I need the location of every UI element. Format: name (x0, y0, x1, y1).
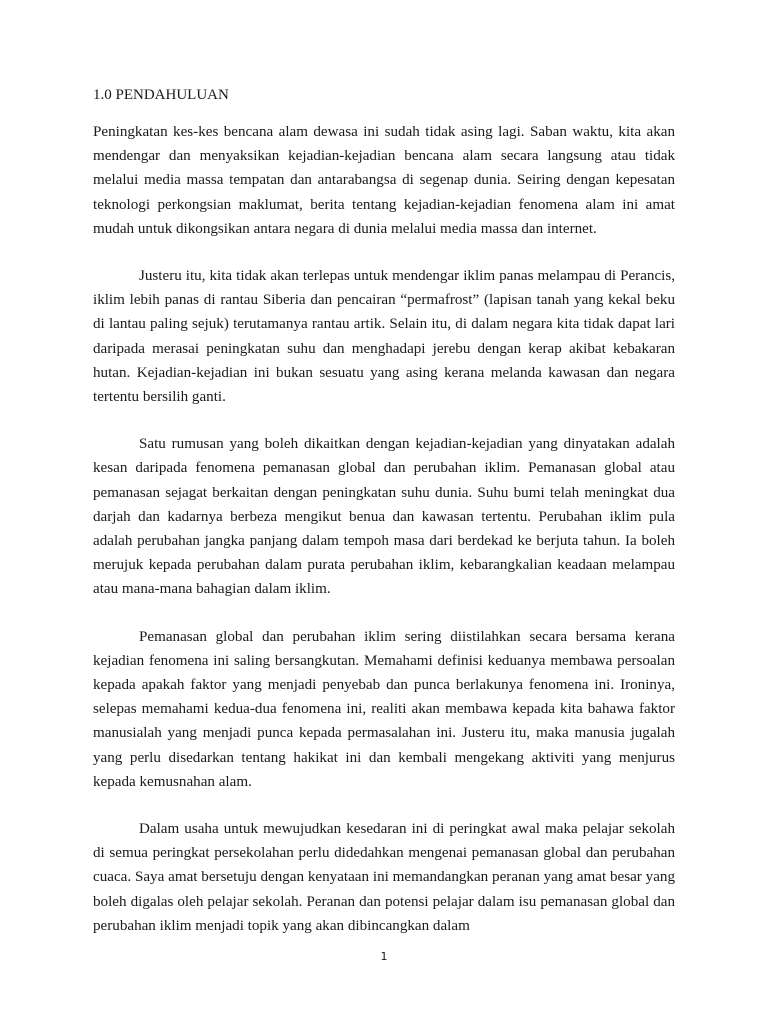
paragraph-2: Justeru itu, kita tidak akan terlepas untuk mendengar iklim panas melampau di Perancis, iklim lebih panas di rantau Siberia dan pencairan “permafrost” (lapisan tanah yang kekal beku di lantau paling sejuk) terutamanya rantau artik. Selain itu, di dalam negara kita tidak dapat lari daripada merasai peningkatan suhu dan menghadapi jerebu dengan kerap akibat kebakaran hutan. Kejadian-kejadian ini bukan sesuatu yang asing kerana melanda kawasan dan negara tertentu bersilih ganti. (93, 268, 675, 406)
body-text (93, 120, 675, 961)
paragraph-4: Pemanasan global dan perubahan iklim sering diistilahkan secara bersama kerana kejadian fenomena ini saling bersangkutan. Memahami definisi keduanya membawa persoalan kepada apakah faktor yang menjadi penyebab dan punca berlakunya fenomena ini. Ironinya, selepas memahami kedua-dua fenomena ini, realiti akan membawa kepada kita bahawa faktor manusialah yang menjadi punca kepada permasalahan ini. Justeru itu, maka manusia jugalah yang perlu disedarkan tentang hakikat ini dan kembali mengekang aktiviti yang menjurus kepada kemusnahan alam. (93, 628, 675, 790)
page-number: 1 (380, 950, 388, 963)
paragraph-1: Peningkatan kes-kes bencana alam dewasa ini sudah tidak asing lagi. Saban waktu, kita akan mendengar dan menyaksikan kejadian-kejadian bencana alam secara langsung atau tidak melalui media massa tempatan dan antarabangsa di segenap dunia. Seiring dengan kepesatan teknologi perkongsian maklumat, berita tentang kejadian-kejadian fenomena alam ini amat mudah untuk dikongsikan antara negara di dunia melalui media massa dan internet. (93, 124, 675, 237)
paragraph-3: Satu rumusan yang boleh dikaitkan dengan kejadian-kejadian yang dinyatakan adalah kesan daripada fenomena pemanasan global dan perubahan iklim. Pemanasan global atau pemanasan sejagat berkaitan dengan peningkatan suhu dunia. Suhu bumi telah meningkat dua darjah dan kadarnya berbeza mengikut benua dan kawasan tertentu. Perubahan iklim pula adalah perubahan jangka panjang dalam tempoh masa dari berdekad ke berjuta tahun. Ia boleh merujuk kepada perubahan dalam purata perubahan iklim, kebarangkalian keadaan melampau atau mana-mana bahagian dalam iklim. (93, 436, 675, 598)
paragraph-5: Dalam usaha untuk mewujudkan kesedaran ini di peringkat awal maka pelajar sekolah di semua peringkat persekolahan perlu didedahkan mengenai pemanasan global dan perubahan cuaca. Saya amat bersetuju dengan kenyataan ini memandangkan peranan yang amat besar yang boleh digalas oleh pelajar sekolah. Peranan dan potensi pelajar dalam isu pemanasan global dan perubahan iklim menjadi topik yang akan dibincangkan dalam (93, 821, 675, 934)
section-heading: 1.0 PENDAHULUAN (93, 87, 229, 103)
